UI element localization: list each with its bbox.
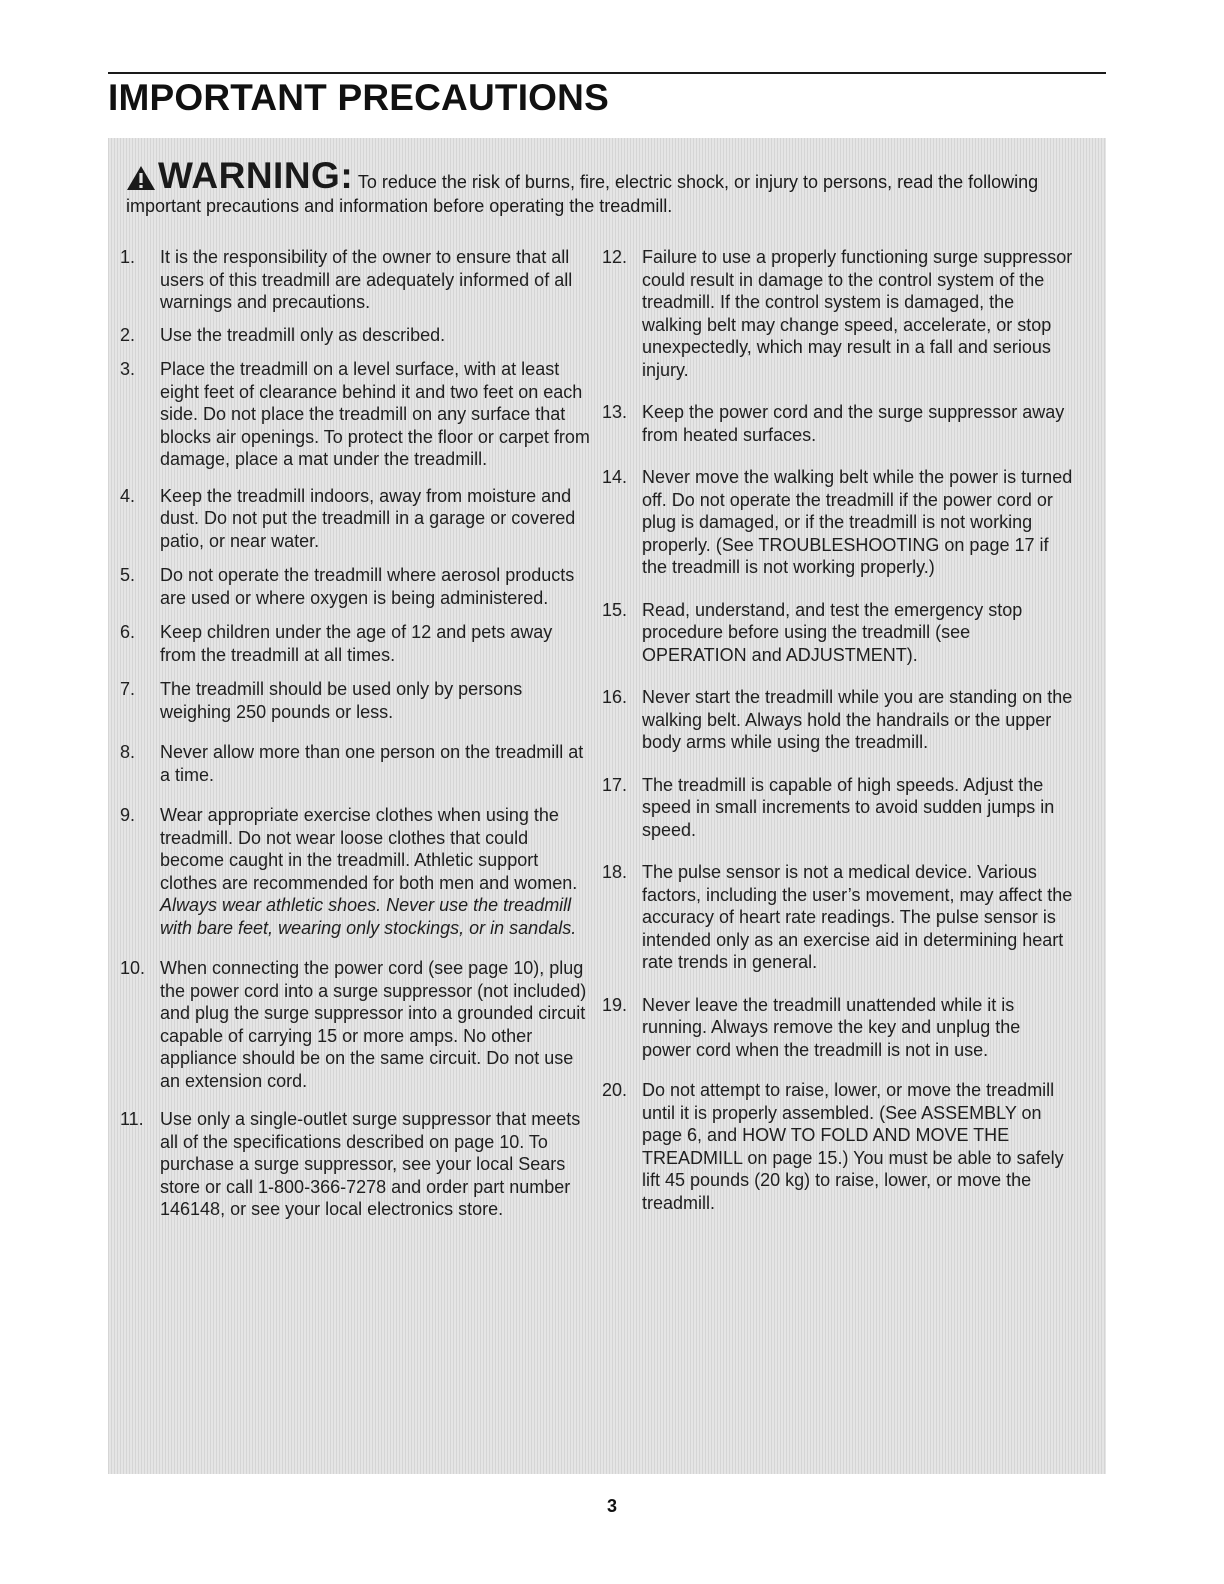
warning-label: WARNING: [158,155,354,196]
item-number: 8. [120,742,136,762]
item-number: 13. [602,402,628,422]
item-text: Wear appropriate exercise clothes when using the treadmill. Do not wear loose clothes that could become caught in the treadmill. Athletic support clothes are recommended for both men and women. [160,805,578,893]
item-number: 12. [602,247,628,267]
item-text: Keep children under the age of 12 and pets away from the treadmill at all times. [160,622,553,665]
item-number: 7. [120,679,136,699]
item-number: 1. [120,247,136,267]
warning-triangle-icon [126,165,156,191]
precaution-item-16 [602,686,1074,754]
item-number: 16. [602,687,628,707]
item-number: 9. [120,805,136,825]
precaution-item-14 [602,466,1074,579]
precaution-item-9 [120,804,592,939]
item-text: Never leave the treadmill unattended while it is running. Always remove the key and unplug the power cord when the treadmill is not in use. [642,994,1021,1060]
precaution-item-2 [120,324,592,347]
item-number: 6. [120,622,136,642]
item-number: 4. [120,485,136,506]
precaution-item-15 [602,599,1074,667]
item-text: The treadmill should be used only by persons weighing 250 pounds or less. [160,679,523,722]
precaution-item-12 [602,246,1074,381]
precaution-item-8 [120,741,592,786]
warning-header [126,155,1088,218]
precaution-item-4 [120,485,592,553]
warning-text: To reduce the risk of burns, fire, electric shock, or injury to persons, read the following important precautions and information before operating the treadmill. [126,172,1039,216]
precaution-item-17 [602,774,1074,842]
item-text: The treadmill is capable of high speeds. Adjust the speed in small increments to avoid sudden jumps in speed. [642,774,1055,840]
precaution-item-10 [120,957,592,1092]
item-text: Keep the treadmill indoors, away from moisture and dust. Do not put the treadmill in a garage or covered patio, or near water. [160,485,576,551]
precaution-item-11 [120,1108,592,1221]
item-number: 3. [120,359,136,379]
item-number: 17. [602,774,628,795]
page-number: 3 [606,1496,617,1516]
precaution-item-6 [120,621,592,666]
precautions-right-column [602,246,1074,1214]
item-number: 10. [120,958,146,978]
item-text: Never allow more than one person on the treadmill at a time. [160,742,584,785]
precautions-panel [108,138,1106,1474]
item-number: 18. [602,862,628,882]
precaution-item-18 [602,861,1074,974]
item-text: Failure to use a properly functioning surge suppressor could result in damage to the control system of the treadmill. If the control system is damaged, the walking belt may change speed, accelerate, or stop unexpectedly, which may result in a fall and serious injury. [642,247,1073,380]
item-text: The pulse sensor is not a medical device. Various factors, including the user’s movement, may affect the accuracy of heart rate readings. The pulse sensor is intended only as an exercise aid in determining heart rate trends in general. [642,862,1073,972]
precautions-left-column [120,246,592,1221]
precaution-item-19 [602,994,1074,1062]
item-text: Place the treadmill on a level surface, with at least eight feet of clearance behind it and two feet on each side. Do not place the treadmill on any surface that blocks air openings. To protect the floor or carpet from damage, place a mat under the treadmill. [160,359,590,469]
item-text: Use only a single-outlet surge suppressor that meets all of the specifications described on page 10. To purchase a surge suppressor, see your local Sears store or call 1-800-366-7278 and order part number 146148, or see your local electronics store. [160,1109,581,1219]
item-text: Never move the walking belt while the power is turned off. Do not operate the treadmill if the power cord or plug is damaged, or if the treadmill is not working properly. (See TROUBLESHOOTING on page 17 if the treadmill is not working properly.) [642,467,1073,577]
precaution-item-7 [120,678,592,723]
item-italic-text: Always wear athletic shoes. Never use the treadmill with bare feet, wearing only stockings, or in sandals. [160,895,577,938]
item-text: Do not attempt to raise, lower, or move the treadmill until it is properly assembled. (See ASSEMBLY on page 6, and HOW TO FOLD AND MOVE THE TREADMILL on page 15.) You must be able to safely lift 45 pounds (20 kg) to raise, lower, or move the treadmill. [642,1080,1064,1213]
item-number: 15. [602,599,628,620]
item-text: It is the responsibility of the owner to ensure that all users of this treadmill are adequately informed of all warnings and precautions. [160,247,573,312]
precaution-item-3 [120,358,592,471]
item-number: 5. [120,565,136,585]
item-text: Read, understand, and test the emergency stop procedure before using the treadmill (see OPERATION and ADJUSTMENT). [642,599,1023,665]
item-text: When connecting the power cord (see page 10), plug the power cord into a surge suppressor (not included) and plug the surge suppressor into a grounded circuit capable of carrying 15 or more amps. No other appliance should be on the same circuit. Do not use an extension cord. [160,958,587,1091]
item-text: Never start the treadmill while you are standing on the walking belt. Always hold the handrails or the upper body arms while using the treadmill. [642,687,1073,752]
precaution-item-5 [120,564,592,609]
page-title: IMPORTANT PRECAUTIONS [108,77,609,118]
item-number: 2. [120,324,136,345]
precaution-item-1 [120,246,592,314]
precaution-item-20 [602,1079,1074,1214]
item-text: Keep the power cord and the surge suppressor away from heated surfaces. [642,402,1065,445]
title-rule [108,72,1106,74]
precaution-item-13 [602,401,1074,446]
item-number: 14. [602,467,628,487]
item-text: Do not operate the treadmill where aerosol products are used or where oxygen is being administered. [160,565,575,608]
item-number: 11. [120,1109,144,1129]
item-number: 19. [602,994,628,1015]
item-text: Use the treadmill only as described. [160,324,446,345]
item-number: 20. [602,1080,628,1100]
